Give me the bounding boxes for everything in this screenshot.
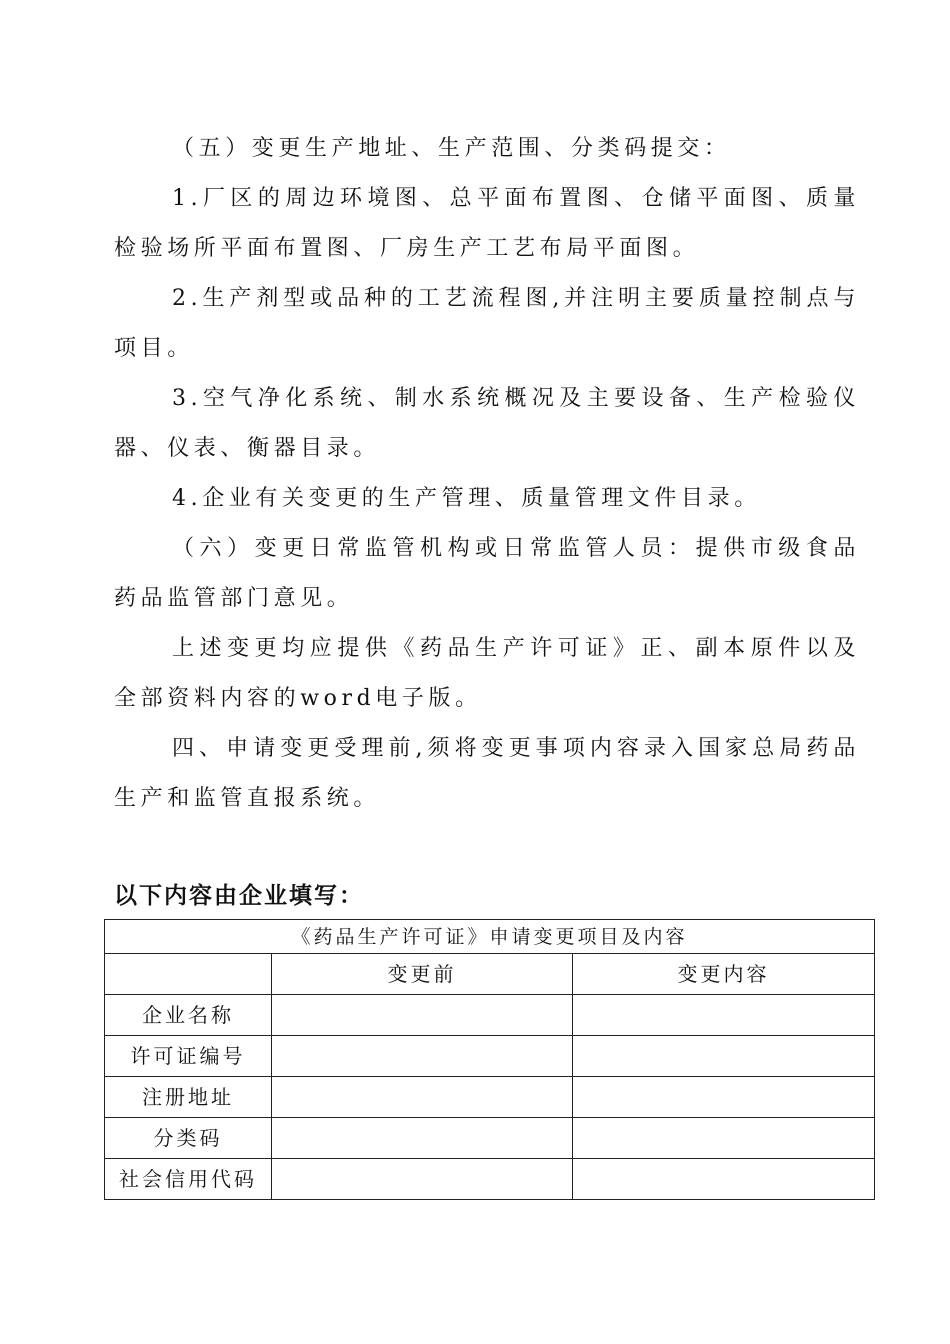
before-input-cell[interactable] <box>272 1118 573 1159</box>
change-request-table <box>104 919 875 1200</box>
header-before-cell: 变更前 <box>272 954 573 995</box>
after-input-cell[interactable] <box>573 1077 875 1118</box>
paragraph-item-five-4: 4.企业有关变更的生产管理、质量管理文件目录。 <box>172 486 761 511</box>
before-input-cell[interactable] <box>272 1159 573 1200</box>
header-after-cell: 变更内容 <box>573 954 875 995</box>
after-input-cell[interactable] <box>573 1036 875 1077</box>
paragraph-note: 上述变更均应提供《药品生产许可证》正、副本原件以及全部资料内容的word电子版。 <box>114 636 860 711</box>
table-caption: 《药品生产许可证》申请变更项目及内容 <box>105 920 875 954</box>
before-input-cell[interactable] <box>272 1036 573 1077</box>
table-row-company-name <box>105 995 875 1036</box>
table-caption-row <box>105 920 875 954</box>
row-label: 分类码 <box>105 1118 272 1159</box>
after-input-cell[interactable] <box>573 1159 875 1200</box>
paragraph-item-four: 四、申请变更受理前,须将变更事项内容录入国家总局药品生产和监管直报系统。 <box>114 736 860 811</box>
row-label: 社会信用代码 <box>105 1159 272 1200</box>
paragraph-item-five-3: 3.空气净化系统、制水系统概况及主要设备、生产检验仪器、仪表、衡器目录。 <box>114 386 860 461</box>
row-label: 许可证编号 <box>105 1036 272 1077</box>
table-row-registered-address <box>105 1077 875 1118</box>
table-row-classification-code <box>105 1118 875 1159</box>
after-input-cell[interactable] <box>573 995 875 1036</box>
row-label: 企业名称 <box>105 995 272 1036</box>
before-input-cell[interactable] <box>272 995 573 1036</box>
paragraph-item-six: （六）变更日常监管机构或日常监管人员：提供市级食品药品监管部门意见。 <box>114 536 860 611</box>
paragraph-item-five: （五）变更生产地址、生产范围、分类码提交： <box>172 136 731 161</box>
form-section-title: 以下内容由企业填写： <box>114 883 364 909</box>
paragraph-item-five-1: 1.厂区的周边环境图、总平面布置图、仓储平面图、质量检验场所平面布置图、厂房生产工艺布局平面图。 <box>114 186 860 261</box>
table-row-license-number <box>105 1036 875 1077</box>
after-input-cell[interactable] <box>573 1118 875 1159</box>
table-row-credit-code <box>105 1159 875 1200</box>
header-item-cell <box>105 954 272 995</box>
paragraph-item-five-2: 2.生产剂型或品种的工艺流程图,并注明主要质量控制点与项目。 <box>114 286 860 361</box>
row-label: 注册地址 <box>105 1077 272 1118</box>
table-header-row <box>105 954 875 995</box>
before-input-cell[interactable] <box>272 1077 573 1118</box>
